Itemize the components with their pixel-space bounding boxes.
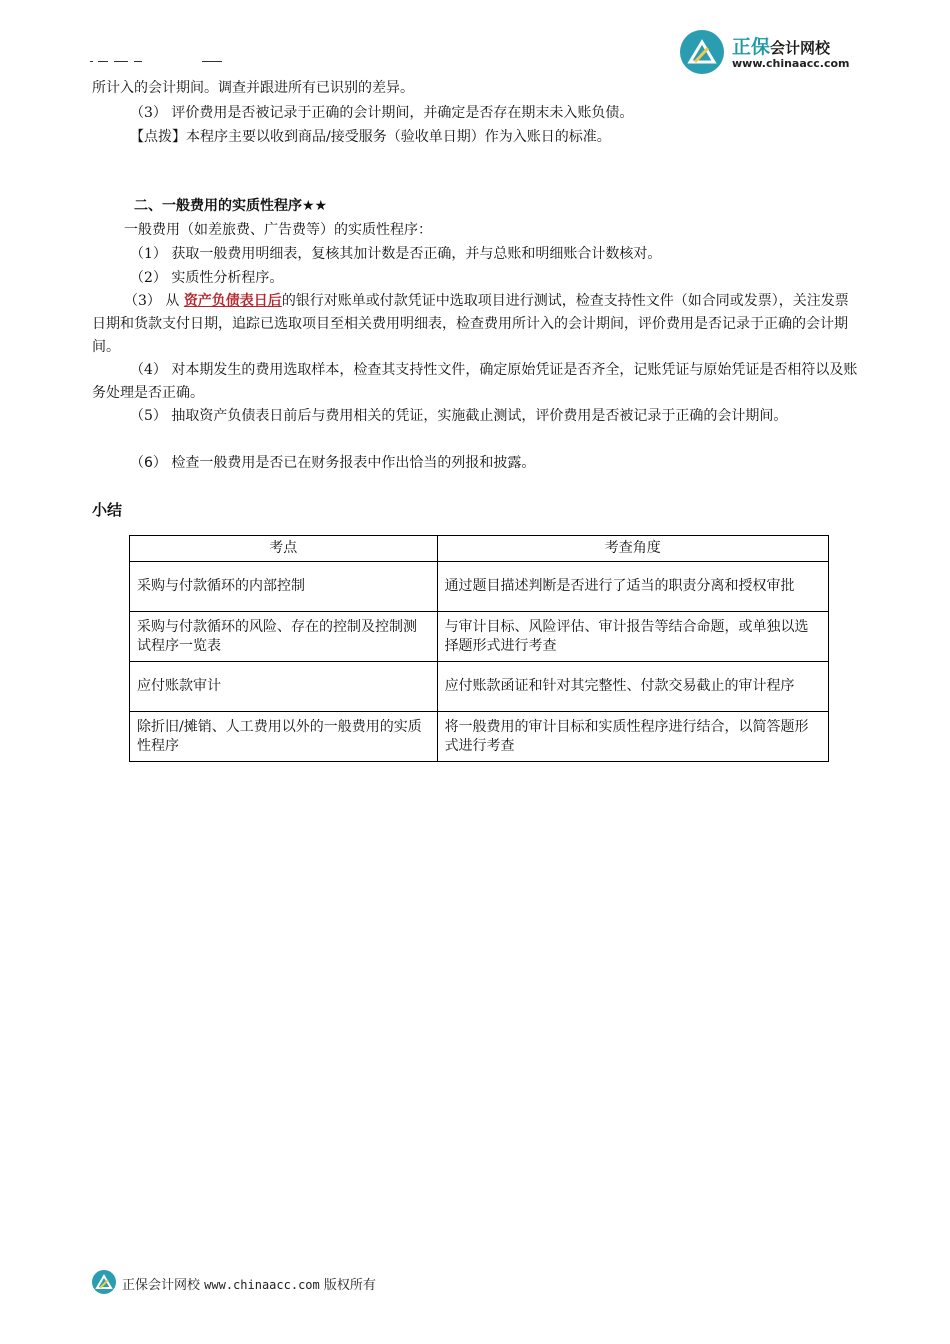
table-cell: 采购与付款循环的风险、存在的控制及控制测试程序一览表	[130, 612, 438, 662]
top-line-2: （3） 评价费用是否被记录于正确的会计期间，并确定是否存在期末未入账负债。	[130, 105, 634, 121]
logo-sub: 会计网校	[770, 39, 831, 57]
procedure-item-5: （5） 抽取资产负债表日前后与费用相关的凭证，实施截止测试，评价费用是否被记录于正确的会计期间。	[130, 408, 788, 424]
cutoff-line-fragment	[90, 54, 230, 62]
procedure-item-6: （6） 检查一般费用是否已在财务报表中作出恰当的列报和披露。	[130, 455, 536, 471]
item3-rest: 的银行对账单或付款凭证中选取项目进行测试，检查支持性文件（如合同或发票），关注发票日期和货款支付日期，追踪已选取项目至相关费用明细表，检查费用所计入的会计期间，评价费用是否记录于正确的会计期间。	[92, 293, 849, 355]
procedure-item-3	[92, 290, 862, 359]
table-row	[130, 612, 829, 662]
top-line-3: 【点拨】本程序主要以收到商品/接受服务（验收单日期）作为入账日的标准。	[130, 129, 611, 145]
section-heading: 二、一般费用的实质性程序★★	[134, 198, 328, 214]
summary-table	[129, 535, 829, 762]
summary-title: 小结	[92, 501, 123, 519]
procedure-item-1: （1） 获取一般费用明细表，复核其加计数是否正确，并与总账和明细账合计数核对。	[130, 246, 662, 262]
logo-name: 正保	[732, 36, 771, 58]
table-header-cell: 考查角度	[437, 536, 828, 562]
table-row	[130, 662, 829, 712]
table-cell: 与审计目标、风险评估、审计报告等结合命题，或单独以选择题形式进行考查	[437, 612, 828, 662]
table-cell: 应付账款审计	[130, 662, 438, 712]
footer-text	[122, 1274, 376, 1293]
table-cell: 采购与付款循环的内部控制	[130, 562, 438, 612]
table-cell: 除折旧/摊销、人工费用以外的一般费用的实质性程序	[130, 712, 438, 762]
procedure-item-4: （4） 对本期发生的费用选取样本，检查其支持性文件，确定原始凭证是否齐全，记账凭证与原始凭证是否相符以及账务处理是否正确。	[92, 362, 858, 401]
footer-name: 正保会计网校	[122, 1278, 201, 1293]
footer-rights: 版权所有	[323, 1278, 376, 1293]
footer-url[interactable]: www.chinaacc.com	[204, 1278, 320, 1292]
item3-highlight-link[interactable]: 资产负债表日后	[183, 293, 282, 309]
table-header-cell: 考点	[130, 536, 438, 562]
table-cell: 将一般费用的审计目标和实质性程序进行结合，以简答题形式进行考查	[437, 712, 828, 762]
table-cell: 应付账款函证和针对其完整性、付款交易截止的审计程序	[437, 662, 828, 712]
procedure-item-2: （2） 实质性分析程序。	[130, 270, 284, 286]
section-intro: 一般费用（如差旅费、广告费等）的实质性程序：	[124, 222, 432, 238]
logo-title	[732, 32, 830, 59]
table-row	[130, 562, 829, 612]
table-row	[130, 712, 829, 762]
table-cell: 通过题目描述判断是否进行了适当的职责分离和授权审批	[437, 562, 828, 612]
logo-icon	[680, 30, 724, 74]
brand-logo	[680, 30, 880, 74]
footer-logo-icon	[92, 1270, 116, 1294]
item3-prefix: （3） 从	[124, 293, 184, 309]
top-line-1: 所计入的会计期间。调查并跟进所有已识别的差异。	[92, 80, 414, 96]
logo-url: www.chinaacc.com	[732, 57, 850, 70]
table-header-row	[130, 536, 829, 562]
